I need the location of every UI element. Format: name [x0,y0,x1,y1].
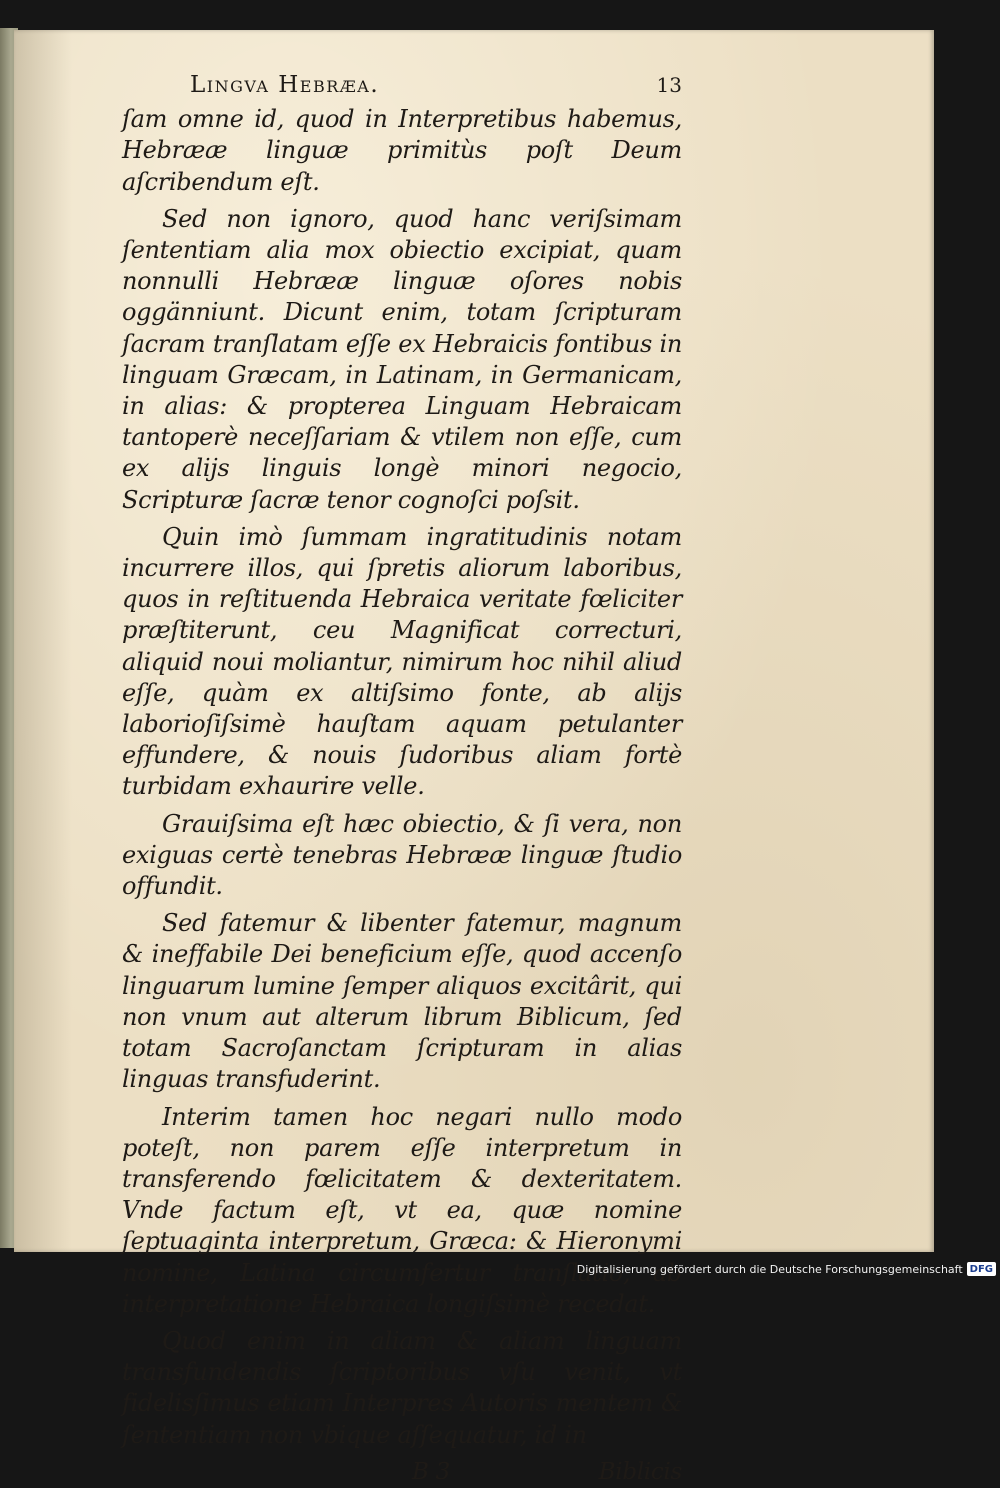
dfg-logo-icon: DFG [967,1262,996,1276]
paragraph-3: Quin imò ſummam ingratitudinis notam incurrere illos, qui ſpretis aliorum laboribus, quos in reſtituenda Hebraica veritate fœliciter præſtiterunt, ceu Magnificat correcturi, aliquid noui moliantur, nimirum hoc nihil aliud eſſe, quàm ex altiſsimo fonte, ab alijs laborioſiſsimè hauſtam aquam petulanter effundere, & nouis ſudoribus aliam fortè turbidam exhaurire velle. [122,522,682,801]
paragraph-2: Sed non ignoro, quod hanc veriſsimam ſententiam alia mox obiectio excipiat, quam nonnulli Hebrææ linguæ oſores nobis oggänniunt. Dicunt enim, totam ſcripturam ſacram tranſlatam eſſe ex Hebraicis fontibus in linguam Græcam, in Latinam, in Germanicam, in alias: & propterea Linguam Hebraicam tantoperè neceſſariam & vtilem non eſſe, cum ex alijs linguis longè minori negocio, Scripturæ ſacræ tenor cognoſci poſsit. [122,204,682,514]
paragraph-5: Sed fatemur & libenter fatemur, magnum & ineffabile Dei beneficium eſſe, quod accenſo linguarum lumine ſemper aliquos excitârit, qui non vnum aut alterum librum Biblicum, ſed totam Sacroſanctam ſcripturam in alias linguas transfuderint. [122,909,682,1094]
page-gutter-shadow [14,30,72,1252]
signature-mark: B 3 [412,1458,450,1485]
running-head [122,70,682,101]
running-title: Lingva Hebræa. [190,72,380,98]
page-number: 13 [656,73,682,97]
attribution-text: Digitalisierung gefördert durch die Deutsche Forschungsgemeinschaft [576,1262,963,1276]
paragraph-6: Interim tamen hoc negari nullo modo poteſt, non parem eſſe interpretum in transferendo fœlicitatem & dexteritatem. Vnde factum eſt, vt ea, quæ nomine ſeptuaginta interpretum, Græca: & Hieronymi nomine, Latina circumfertur tranſlatio, ab interpretatione Hebraica longiſsimè recedat. [122,1102,682,1318]
page-footer [122,1457,682,1488]
paragraph-4: Grauiſsima eſt hæc obiectio, & ſi vera, non exiguas certè tenebras Hebrææ linguæ ſtudio offundit. [122,809,682,901]
attribution-bar [576,1260,1000,1278]
paragraph-1: ſam omne id, quod in Interpretibus habemus, Hebrææ linguæ primitùs poſt Deum aſcribendum eſt. [122,105,682,196]
paragraph-7: Quod enim in aliam & aliam linguam transfundendis ſcriptoribus vſu venit, vt fidelisſimus etiam Interpres Autoris mentem & ſententiam non vbique aſſequatur, id in [122,1326,682,1449]
catchword: Biblicis [598,1458,682,1485]
